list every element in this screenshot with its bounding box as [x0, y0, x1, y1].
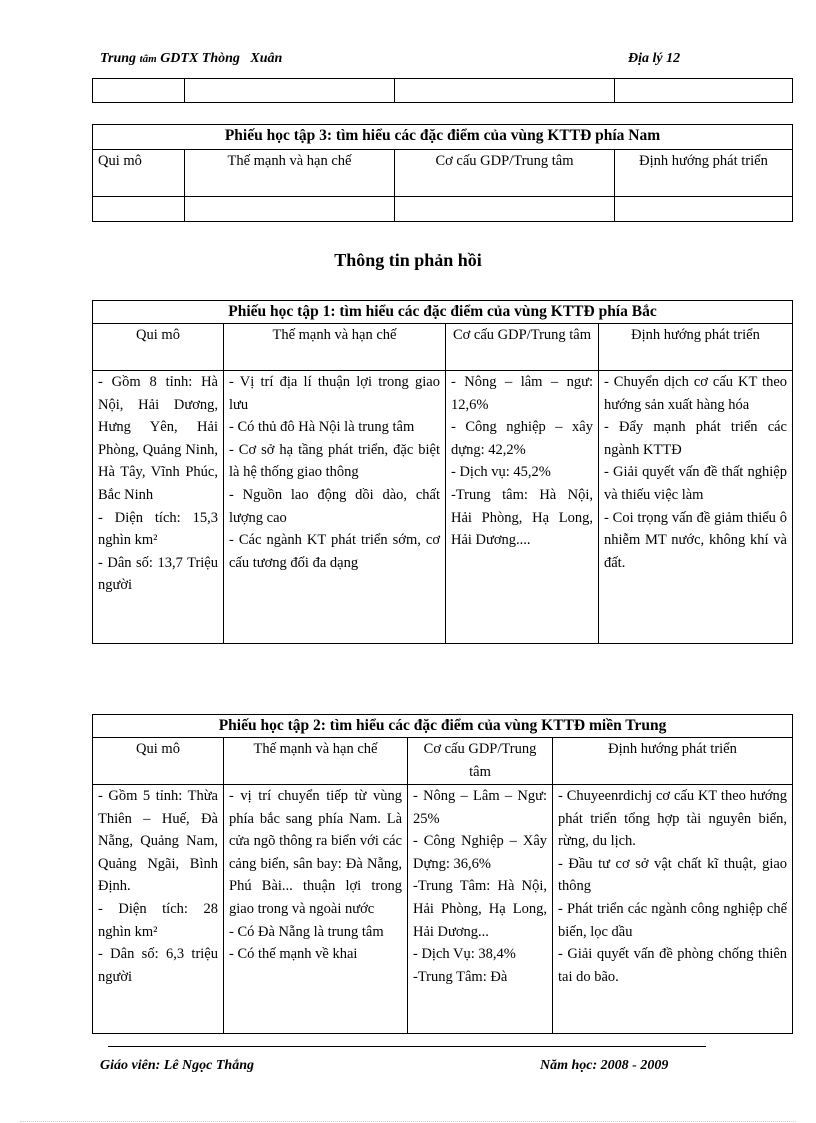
- list-item: - Công Nghiệp – Xây Dựng: 36,6%: [413, 833, 547, 872]
- list-item: - Đẩy mạnh phát triển các ngành KTTĐ: [604, 419, 787, 458]
- worksheet-3-title: Phiếu học tập 3: tìm hiểu các đặc điểm của vùng KTTĐ phía Nam: [93, 125, 793, 150]
- header-gdp: Cơ cấu GDP/Trung tâm: [395, 150, 615, 197]
- list-item: - Diện tích: 15,3 nghìn km²: [98, 509, 218, 549]
- header-strengths: Thế mạnh và hạn chế: [224, 324, 446, 371]
- list-item: - Giải quyết vấn đề thất nghiệp và thiếu việc làm: [604, 464, 787, 503]
- list-item: - Dân số: 6,3 triệu người: [98, 946, 218, 985]
- list-item: - Gồm 8 tỉnh: Hà Nội, Hải Dương, Hưng Yên, Hải Phòng, Quảng Ninh, Hà Tây, Vĩnh Phúc, Bắc Ninh: [98, 374, 218, 503]
- list-item: - Phát triển các ngành công nghiệp chế biến, lọc dầu: [558, 900, 788, 940]
- header-strengths: Thế mạnh và hạn chế: [185, 150, 395, 197]
- list-item: - Chuyển dịch cơ cấu KT theo hướng sản xuất hàng hóa: [604, 374, 787, 413]
- list-item: - Có thủ đô Hà Nội là trung tâm: [229, 419, 415, 436]
- org-text-c: GDTX Thòng Xuân: [160, 51, 283, 66]
- list-item: - Coi trọng vấn đề giảm thiểu ô nhiễm MT nước, không khí và đất.: [604, 509, 787, 571]
- list-item: - Diện tích: 28 nghìn km²: [98, 900, 218, 940]
- list-item: - Gồm 5 tỉnh: Thừa Thiên – Huế, Đà Nẵng, Quảng Nam, Quảng Ngãi, Bình Định.: [98, 788, 218, 895]
- previous-table-tail: [92, 78, 793, 103]
- section-title: Thông tin phản hồi: [334, 250, 482, 270]
- strengths-cell: [224, 371, 446, 644]
- list-item: - Nông – Lâm – Ngư: 25%: [413, 788, 547, 827]
- list-item: - Các ngành KT phát triển sớm, cơ cấu tương đối đa dạng: [229, 532, 440, 571]
- header-scale: Qui mô: [93, 150, 185, 197]
- worksheet-2-table: [92, 714, 793, 1034]
- orientation-cell: [553, 785, 793, 1034]
- list-item: - Có thế mạnh về khai: [229, 946, 358, 963]
- list-item: - Công nghiệp – xây dựng: 42,2%: [451, 419, 593, 458]
- header-scale: Qui mô: [93, 324, 224, 371]
- empty-cell: [93, 79, 185, 103]
- footer-school-year: Năm học: 2008 - 2009: [540, 1058, 669, 1073]
- list-item: - Nguồn lao động dồi dào, chất lượng cao: [229, 486, 440, 526]
- header-orientation: Định hướng phát triển: [615, 150, 793, 197]
- empty-cell: [395, 197, 615, 222]
- list-item: -Trung Tâm: Đà: [413, 968, 508, 985]
- list-item: - Cơ sở hạ tầng phát triển, đặc biệt là hệ thống giao thông: [229, 441, 440, 481]
- list-item: - Giải quyết vấn đề phòng chống thiên tai do bão.: [558, 946, 788, 985]
- worksheet-2-title: Phiếu học tập 2: tìm hiểu các đặc điểm của vùng KTTĐ miền Trung: [93, 715, 793, 738]
- list-item: - Dịch Vụ: 38,4%: [413, 946, 516, 963]
- list-item: -Trung tâm: Hà Nội, Hải Phòng, Hạ Long, Hải Dương....: [451, 486, 593, 549]
- empty-cell: [395, 79, 615, 103]
- list-item: -Trung Tâm: Hà Nội, Hải Phòng, Hạ Long, Hải Dương...: [413, 878, 547, 940]
- header-gdp: Cơ cấu GDP/Trung tâm: [408, 738, 553, 785]
- empty-cell: [615, 197, 793, 222]
- footer-divider: [108, 1046, 706, 1047]
- org-text-b: tâm: [139, 53, 157, 65]
- header-gdp: Cơ cấu GDP/Trung tâm: [446, 324, 599, 371]
- worksheet-3-table: [92, 124, 793, 222]
- strengths-cell: [224, 785, 408, 1034]
- page-header-organization: [100, 51, 282, 67]
- page-header-subject: Địa lý 12: [628, 51, 681, 66]
- footer-teacher: Giáo viên: Lê Ngọc Thắng: [100, 1058, 254, 1073]
- list-item: - vị trí chuyển tiếp từ vùng phía bắc sang phía Nam. Là cửa ngõ thông ra biển với các cảng biển, sân bay: Đà Nẵng, Phú Bài... thuận lợi trong giao trong và ngoài nước: [229, 788, 402, 917]
- scale-cell: [93, 371, 224, 644]
- header-strengths: Thế mạnh và hạn chế: [224, 738, 408, 785]
- list-item: - Đầu tư cơ sở vật chất kĩ thuật, giao thông: [558, 855, 788, 895]
- header-orientation: Định hướng phát triển: [599, 324, 793, 371]
- list-item: - Dịch vụ: 45,2%: [451, 464, 551, 481]
- list-item: - Nông – lâm – ngư: 12,6%: [451, 374, 593, 413]
- worksheet-1-table: [92, 300, 793, 644]
- list-item: - Dân số: 13,7 Triệu người: [98, 554, 218, 594]
- worksheet-1-title: Phiếu học tập 1: tìm hiểu các đặc điểm của vùng KTTĐ phía Bắc: [93, 301, 793, 324]
- empty-cell: [615, 79, 793, 103]
- orientation-cell: [599, 371, 793, 644]
- empty-cell: [185, 197, 395, 222]
- empty-cell: [185, 79, 395, 103]
- scale-cell: [93, 785, 224, 1034]
- empty-cell: [93, 197, 185, 222]
- list-item: - Có Đà Nẵng là trung tâm: [229, 923, 384, 940]
- header-orientation: Định hướng phát triển: [553, 738, 793, 785]
- page-bottom-divider: [20, 1121, 796, 1122]
- org-text-a: Trung: [100, 51, 137, 66]
- header-scale: Qui mô: [93, 738, 224, 785]
- gdp-cell: [446, 371, 599, 644]
- list-item: - Chuyeenrdichj cơ cấu KT theo hướng phát triển tổng hợp tài nguyên biển, rừng, du lịch.: [558, 788, 788, 850]
- gdp-cell: [408, 785, 553, 1034]
- list-item: - Vị trí địa lí thuận lợi trong giao lưu: [229, 374, 440, 413]
